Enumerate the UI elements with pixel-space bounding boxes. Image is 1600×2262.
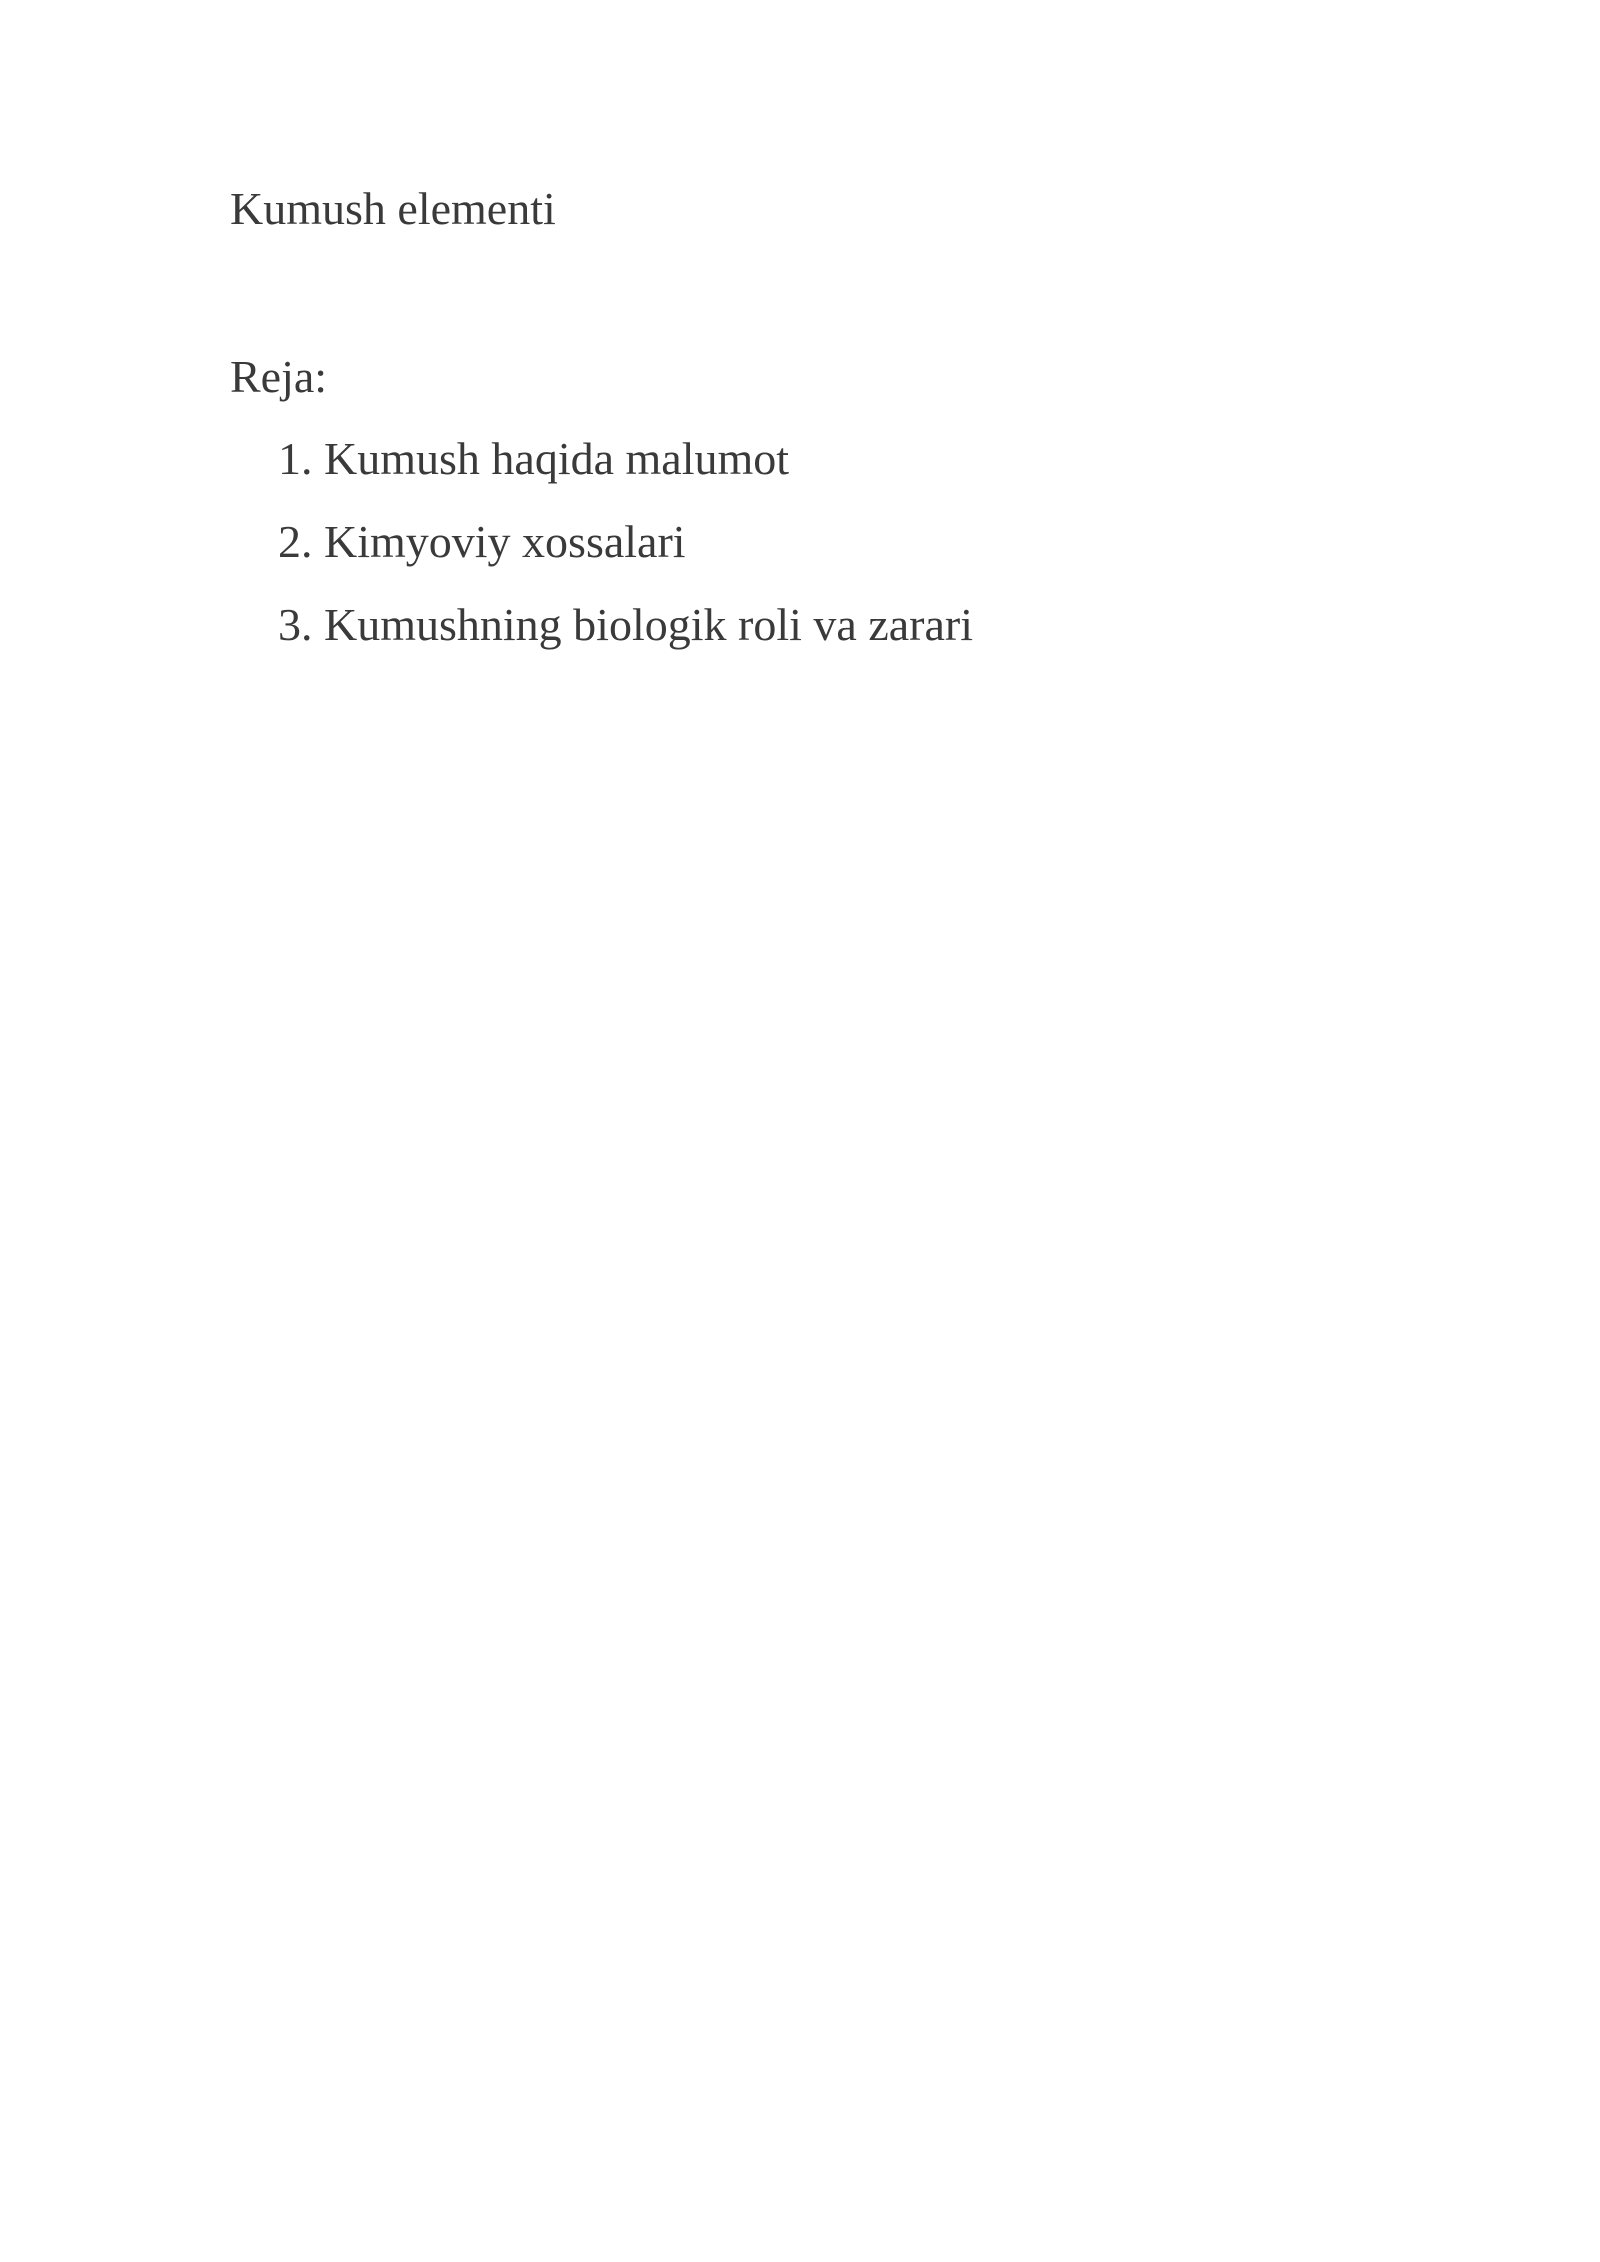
- plan-item: [278, 516, 973, 602]
- plan-list: [278, 433, 973, 685]
- plan-item-text: Kumushning biologik roli va zarari: [324, 599, 973, 650]
- document-title: Kumush elementi: [230, 183, 556, 234]
- plan-item: [278, 433, 973, 519]
- plan-heading: Reja:: [230, 351, 328, 402]
- plan-item-number: 2.: [278, 516, 313, 567]
- plan-item-number: 1.: [278, 433, 313, 484]
- plan-item-number: 3.: [278, 599, 313, 650]
- plan-item: [278, 599, 973, 685]
- plan-item-text: Kimyoviy xossalari: [324, 516, 686, 567]
- plan-item-text: Kumush haqida malumot: [324, 433, 790, 484]
